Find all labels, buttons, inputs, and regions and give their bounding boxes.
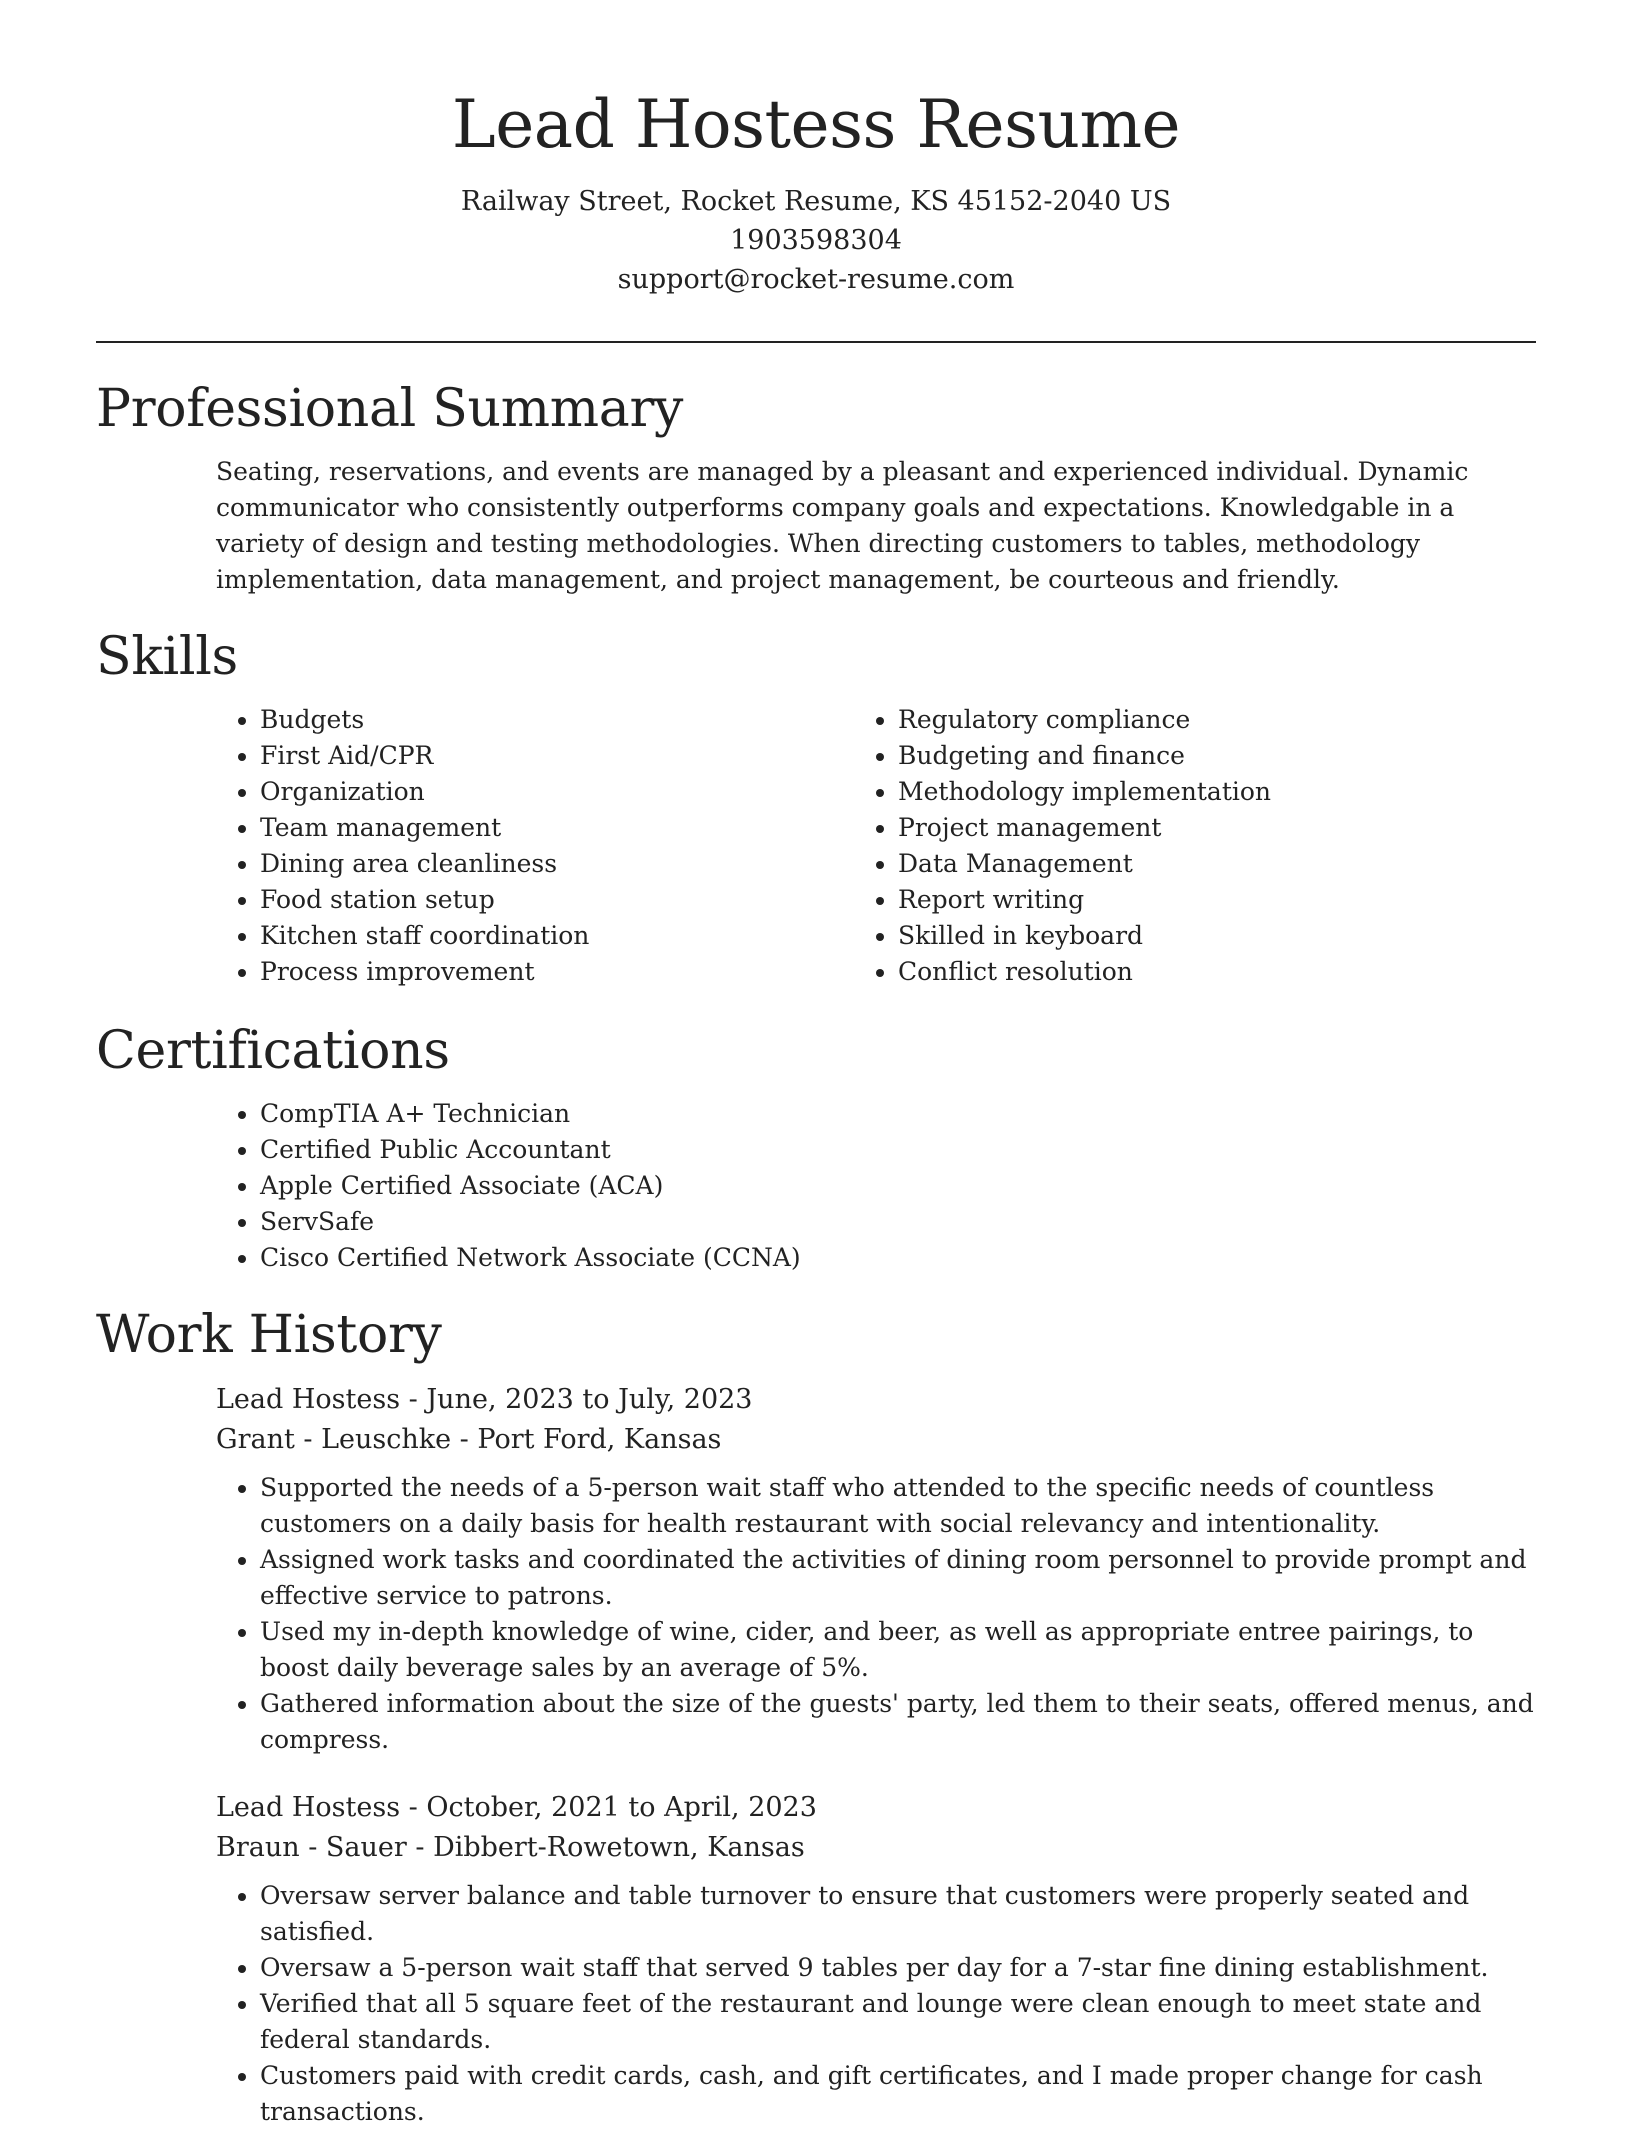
job-entry	[216, 1788, 1536, 2130]
summary-heading: Professional Summary	[96, 379, 684, 439]
summary-section	[96, 378, 1536, 598]
resume-header	[0, 0, 1632, 299]
job-title: Lead Hostess - June, 2023 to July, 2023	[216, 1384, 753, 1415]
job-bullet: • Assigned work tasks and coordinated the activities of dining room personnel to provide prompt and effective service to patrons.	[260, 1542, 1536, 1614]
contact-email: support@rocket-resume.com	[617, 264, 1015, 295]
skill-item: • Organization	[260, 774, 898, 810]
skill-item: • Methodology implementation	[898, 774, 1536, 810]
job-bullet: • Customers paid with credit cards, cash, and gift certificates, and I made proper change for cash transactions.	[260, 2058, 1536, 2130]
skills-heading: Skills	[96, 627, 238, 687]
certification-item: • CompTIA A+ Technician	[260, 1096, 1536, 1132]
skill-item: • First Aid/CPR	[260, 738, 898, 774]
job-bullet: • Verified that all 5 square feet of the restaurant and lounge were clean enough to meet state and federal standards.	[260, 1986, 1536, 2058]
skills-list-left	[96, 702, 898, 990]
summary-text: Seating, reservations, and events are managed by a pleasant and experienced individual. Dynamic communicator who consistently outperforms company goals and expectations. Knowledgable in a variety of design and testing methodologies. When directing customers to tables, methodology implementation, data management, and project management, be courteous and friendly.	[216, 457, 1469, 594]
skill-item: • Skilled in keyboard	[898, 918, 1536, 954]
certifications-section	[96, 1020, 1536, 1276]
job-bullet: • Oversaw a 5-person wait staff that served 9 tables per day for a 7-star fine dining establishment.	[260, 1950, 1536, 1986]
skill-item: • Regulatory compliance	[898, 702, 1536, 738]
contact-phone: 1903598304	[730, 225, 902, 256]
skills-list-right	[898, 702, 1536, 990]
job-bullet: • Used my in-depth knowledge of wine, cider, and beer, as well as appropriate entree pairings, to boost daily beverage sales by an average of 5%.	[260, 1614, 1536, 1686]
job-company: Grant - Leuschke - Port Ford, Kansas	[216, 1424, 722, 1455]
skill-item: • Food station setup	[260, 882, 898, 918]
skill-item: • Project management	[898, 810, 1536, 846]
certification-item: • Apple Certified Associate (ACA)	[260, 1168, 1536, 1204]
contact-address: Railway Street, Rocket Resume, KS 45152-2040 US	[460, 186, 1172, 217]
job-bullets	[216, 1470, 1536, 1758]
skill-item: • Conflict resolution	[898, 954, 1536, 990]
skill-item: • Process improvement	[260, 954, 898, 990]
job-bullet: • Oversaw server balance and table turnover to ensure that customers were properly seated and satisfied.	[260, 1878, 1536, 1950]
page-title: Lead Hostess Resume	[451, 86, 1181, 163]
certifications-list	[96, 1096, 1536, 1276]
skill-item: • Data Management	[898, 846, 1536, 882]
skill-item: • Budgeting and finance	[898, 738, 1536, 774]
skill-item: • Report writing	[898, 882, 1536, 918]
skill-item: • Kitchen staff coordination	[260, 918, 898, 954]
certifications-heading: Certifications	[96, 1021, 450, 1081]
certification-item: • Cisco Certified Network Associate (CCNA)	[260, 1240, 1536, 1276]
job-entry	[216, 1380, 1536, 1758]
job-title: Lead Hostess - October, 2021 to April, 2023	[216, 1792, 817, 1823]
certification-item: • Certified Public Accountant	[260, 1132, 1536, 1168]
work-history-heading: Work History	[96, 1305, 442, 1365]
skill-item: • Dining area cleanliness	[260, 846, 898, 882]
skill-item: • Team management	[260, 810, 898, 846]
skills-section	[96, 626, 1536, 990]
contact-info	[0, 182, 1632, 299]
skill-item: • Budgets	[260, 702, 898, 738]
header-divider	[96, 341, 1536, 343]
job-bullet: • Gathered information about the size of the guests' party, led them to their seats, offered menus, and compress.	[260, 1686, 1536, 1758]
job-company: Braun - Sauer - Dibbert-Rowetown, Kansas	[216, 1832, 805, 1863]
certification-item: • ServSafe	[260, 1204, 1536, 1240]
job-bullets	[216, 1878, 1536, 2130]
skills-columns	[96, 702, 1536, 990]
work-history-section	[96, 1304, 1536, 2130]
job-bullet: • Supported the needs of a 5-person wait staff who attended to the specific needs of countless customers on a daily basis for health restaurant with social relevancy and intentionality.	[260, 1470, 1536, 1542]
